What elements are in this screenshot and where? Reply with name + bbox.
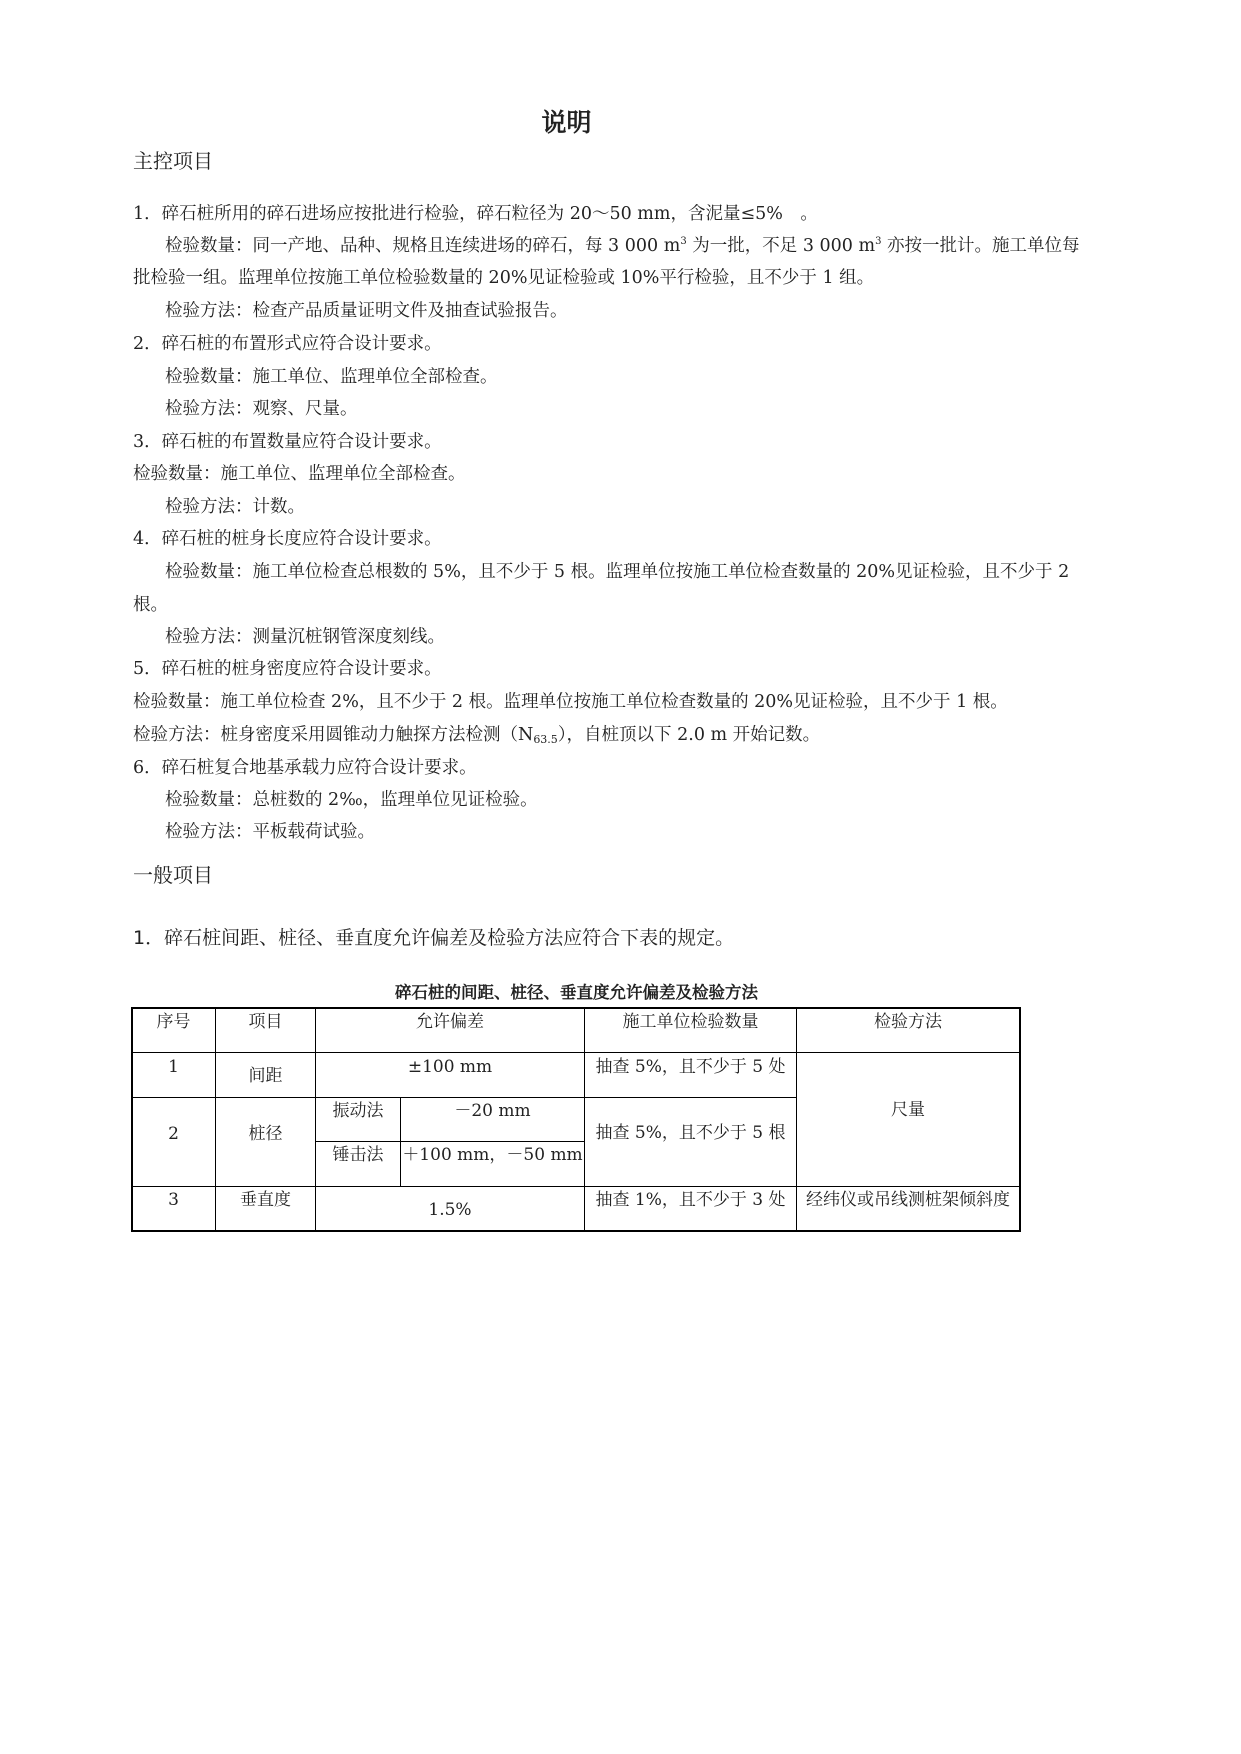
item-4-method: 检验方法：测量沉桩钢管深度刻线。 [165,627,445,647]
section-heading-general: 一般项目 [133,863,213,887]
table-border-right [1019,1007,1021,1232]
general-item-1-text: 1．碎石桩间距、桩径、垂直度允许偏差及检验方法应符合下表的规定。 [133,927,735,949]
row2-item: 桩径 [248,1124,283,1144]
row1-no: 1 [168,1057,179,1077]
table-hline [796,1052,1020,1053]
row2-tol2: ＋100 mm，－50 mm [402,1145,583,1165]
row3-qty: 抽查 1%，且不少于 3 处 [595,1190,786,1210]
item-2-qty: 检验数量：施工单位、监理单位全部检查。 [165,367,498,387]
row2-tol1: －20 mm [454,1101,531,1121]
item-2-method: 检验方法：观察、尺量。 [165,399,358,419]
header-no: 序号 [156,1012,191,1032]
row1-qty: 抽查 5%，且不少于 5 处 [595,1057,786,1077]
row3-no: 3 [168,1190,179,1210]
header-tolerance: 允许偏差 [416,1012,484,1032]
item-3-text: 3．碎石桩的布置数量应符合设计要求。 [133,432,442,452]
table-hline [132,1097,797,1098]
item-6-method: 检验方法：平板载荷试验。 [165,822,375,842]
item-1-qty-line2: 批检验一组。监理单位按施工单位检验数量的 20%见证检验或 10%平行检验，且不少于 1 组。 [133,268,875,288]
item-4-text: 4．碎石桩的桩身长度应符合设计要求。 [133,529,442,549]
merged-method: 尺量 [891,1100,925,1120]
item-3-method: 检验方法：计数。 [165,497,305,517]
header-item: 项目 [248,1012,283,1032]
item-4-qty-line1: 检验数量：施工单位检查总根数的 5%，且不少于 5 根。监理单位按施工单位检查数量的 20%见证检验，且不少于 2 [165,562,1070,582]
row2-sub1: 振动法 [332,1101,384,1121]
page-title: 说明 [541,108,592,137]
item-5-text: 5．碎石桩的桩身密度应符合设计要求。 [133,659,442,679]
header-method: 检验方法 [874,1012,942,1032]
item-2-text: 2．碎石桩的布置形式应符合设计要求。 [133,334,442,354]
row1-tolerance: ±100 mm [407,1057,493,1077]
table-border-bottom [132,1230,1020,1232]
item-4-qty-line2: 根。 [133,595,168,615]
header-qty: 施工单位检验数量 [622,1012,759,1032]
item-6-text: 6．碎石桩复合地基承载力应符合设计要求。 [133,758,477,778]
item-1-method: 检验方法：检查产品质量证明文件及抽查试验报告。 [165,301,568,321]
row2-no: 2 [168,1124,179,1144]
item-5-method: 检验方法：桩身密度采用圆锥动力触探方法检测$(N_{63.5})$，自桩顶以下 2.0 m 开始记数。 [133,725,821,746]
item-6-qty: 检验数量：总桩数的 2‰，监理单位见证检验。 [165,790,538,810]
table-border-top [132,1007,1020,1009]
row3-method: 经纬仪或吊线测桩架倾斜度 [806,1190,1010,1210]
table-hline [315,1141,585,1142]
row1-item: 间距 [248,1066,283,1086]
row3-tolerance: 1.5% [428,1200,472,1220]
item-3-qty: 检验数量：施工单位、监理单位全部检查。 [133,464,466,484]
row2-sub2: 锤击法 [332,1145,384,1165]
row3-item: 垂直度 [240,1190,291,1210]
item-1-qty-line1: 检验数量：同一产地、品种、规格且连续进场的碎石，每 3 000 $m^3$ 为一批，不足 3 000 $m^3$ 亦按一批计。施工单位每 [165,236,1080,256]
item-5-qty: 检验数量：施工单位检查 2%，且不少于 2 根。监理单位按施工单位检查数量的 20%见证检验，且不少于 1 根。 [133,692,1008,712]
table-hline [132,1186,1020,1187]
section-heading-main: 主控项目 [133,149,213,173]
row2-qty: 抽查 5%，且不少于 5 根 [595,1123,786,1143]
table-hline [132,1052,797,1053]
item-1-text: 1．碎石桩所用的碎石进场应按批进行检验，碎石粒径为 20～50 mm，含泥量≤5% 。 [133,204,818,224]
table-caption: 碎石桩的间距、桩径、垂直度允许偏差及检验方法 [395,983,758,1002]
